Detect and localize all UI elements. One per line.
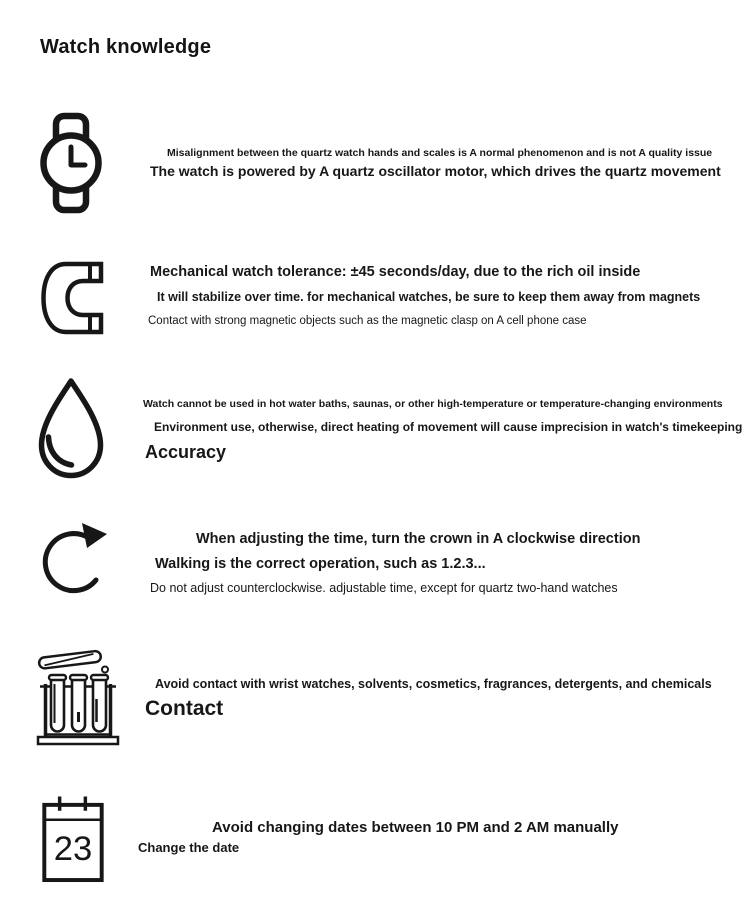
clockwise-arrow-icon [38,521,110,601]
magnet-stabilize-text: It will stabilize over time. for mechanical watches, be sure to keep them away from magnets [157,290,701,304]
magnet-contact-note: Contact with strong magnetic objects such as the magnetic clasp on A cell phone case [148,315,587,327]
temperature-environment-text: Environment use, otherwise, direct heating of movement will cause imprecision in watch's timekeeping [154,420,743,434]
calendar-icon [40,793,106,884]
quartz-movement-text: The watch is powered by A quartz oscillator motor, which drives the quartz movement [150,163,721,179]
water-drop-icon [35,376,107,481]
chemical-avoid-text: Avoid contact with wrist watches, solvents, cosmetics, fragrances, detergents, and chemicals [155,677,712,691]
quartz-misalignment-note: Misalignment between the quartz watch hands and scales is A normal phenomenon and is not A quality issue [167,147,713,159]
contact-heading: Contact [145,697,224,720]
crown-counterclockwise-note: Do not adjust counterclockwise. adjustable time, except for quartz two-hand watches [150,581,618,595]
crown-clockwise-text: When adjusting the time, turn the crown in A clockwise direction [196,531,641,547]
test-tubes-icon [36,644,120,746]
date-avoid-text: Avoid changing dates between 10 PM and 2 AM manually [212,819,619,836]
accuracy-heading: Accuracy [145,442,227,462]
magnet-tolerance-text: Mechanical watch tolerance: ±45 seconds/day, due to the rich oil inside [150,264,641,280]
temperature-warning-note: Watch cannot be used in hot water baths, saunas, or other high-temperature or temperature-changing environments [143,398,723,410]
change-date-heading: Change the date [138,840,240,855]
page-title: Watch knowledge [40,36,212,58]
crown-operation-text: Walking is the correct operation, such as 1.2.3... [155,556,486,572]
wristwatch-icon [40,112,102,214]
magnet-icon [40,260,104,336]
calendar-day: 23 [53,830,93,869]
